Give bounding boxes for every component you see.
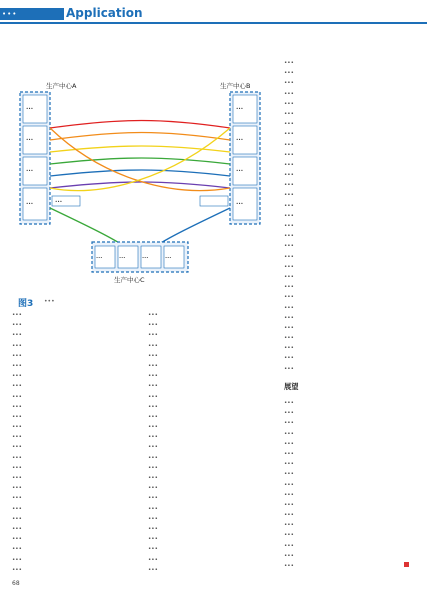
text-line: ••• <box>284 471 294 478</box>
cluster-b-node-3: ••• <box>236 168 244 173</box>
page-number: 68 <box>12 580 20 587</box>
text-line: ••• <box>148 485 158 492</box>
text-line: ••• <box>284 294 294 301</box>
text-line: ••• <box>12 352 22 359</box>
text-line: ••• <box>284 90 294 97</box>
text-line: ••• <box>148 495 158 502</box>
text-line: ••• <box>284 223 294 229</box>
text-line: ••• <box>148 536 158 543</box>
cluster-c-node-2: ••• <box>119 256 126 260</box>
text-line: ••• <box>284 430 294 437</box>
text-line: ••• <box>284 481 294 488</box>
center-a-title: 生产中心A <box>46 82 77 90</box>
cluster-c-node-1: ••• <box>96 256 103 260</box>
text-line: ••• <box>148 444 158 451</box>
cluster-a-node-2: ••• <box>26 137 34 142</box>
text-line: ••• <box>148 464 158 471</box>
text-line: ••• <box>284 450 294 457</box>
text-line: ••• <box>284 243 294 250</box>
text-line: ••• <box>284 182 294 189</box>
text-line: ••• <box>284 263 294 270</box>
text-line: ••• <box>12 495 22 502</box>
text-line: ••• <box>284 202 294 209</box>
cluster-b-node-1: ••• <box>236 106 244 111</box>
text-line: ••• <box>284 512 294 519</box>
figure-caption: ••• <box>44 298 55 305</box>
cluster-c-node-3: ••• <box>142 256 149 260</box>
cluster-c-node-4: ••• <box>165 256 172 260</box>
text-line: ••• <box>12 505 22 512</box>
text-line: ••• <box>284 400 294 406</box>
text-line: ••• <box>284 212 294 219</box>
text-line: ••• <box>148 515 158 522</box>
cluster-a-node-4: ••• <box>26 201 34 206</box>
core-a-label: ••• <box>55 199 63 204</box>
section-heading-outlook: 展望 <box>284 382 299 391</box>
text-line: ••• <box>12 485 22 492</box>
text-line: ••• <box>284 314 294 321</box>
end-mark <box>404 562 409 567</box>
text-line: ••• <box>284 131 294 138</box>
text-line: ••• <box>284 420 294 427</box>
text-line: ••• <box>148 434 158 441</box>
text-line: ••• <box>12 475 22 481</box>
text-line: ••• <box>284 522 294 529</box>
text-line: ••• <box>12 413 22 420</box>
text-line: ••• <box>12 393 22 400</box>
text-line: ••• <box>284 233 294 240</box>
text-line: ••• <box>12 444 22 451</box>
column-middle-bottom <box>148 310 278 575</box>
text-line: ••• <box>12 383 22 390</box>
text-line: ••• <box>284 80 294 87</box>
text-line: ••• <box>284 284 294 291</box>
figure-number: 图3 <box>18 299 34 309</box>
text-line: ••• <box>284 365 294 372</box>
text-line: ••• <box>148 352 158 359</box>
text-line: ••• <box>284 542 294 549</box>
text-line: ••• <box>284 60 294 66</box>
text-line: ••• <box>284 192 294 199</box>
network-diagram <box>12 58 268 290</box>
text-line: ••• <box>12 434 22 441</box>
text-line: ••• <box>12 332 22 339</box>
text-line: ••• <box>148 475 158 481</box>
text-line: ••• <box>12 515 22 522</box>
text-line: ••• <box>12 424 22 431</box>
cluster-a-node-3: ••• <box>26 168 34 173</box>
text-line: ••• <box>12 362 22 369</box>
text-line: ••• <box>284 552 294 559</box>
text-line: ••• <box>284 70 294 77</box>
text-line: ••• <box>12 566 22 573</box>
text-line: ••• <box>284 440 294 447</box>
text-line: ••• <box>148 332 158 339</box>
text-line: ••• <box>148 373 158 380</box>
text-line: ••• <box>148 403 158 410</box>
cluster-a-node-1: ••• <box>26 106 34 111</box>
column-left-bottom <box>12 310 142 575</box>
text-line: ••• <box>284 172 294 179</box>
text-line: ••• <box>148 322 158 329</box>
text-line: ••• <box>284 491 294 498</box>
text-line: ••• <box>284 100 294 107</box>
text-line: ••• <box>284 151 294 158</box>
text-line: ••• <box>148 393 158 400</box>
center-b-title: 生产中心B <box>220 82 251 90</box>
text-line: ••• <box>12 546 22 553</box>
text-line: ••• <box>148 413 158 420</box>
text-line: ••• <box>12 342 22 349</box>
text-line: ••• <box>284 461 294 468</box>
text-line: ••• <box>284 110 294 117</box>
core-b-box <box>200 196 228 206</box>
text-line: ••• <box>12 536 22 543</box>
text-line: ••• <box>148 556 158 563</box>
center-c-title: 生产中心C <box>114 276 145 284</box>
section-tag-en: Application <box>66 6 143 20</box>
column-right-bottom <box>284 398 414 571</box>
text-line: ••• <box>284 410 294 417</box>
text-line: ••• <box>148 362 158 369</box>
cluster-b-node-2: ••• <box>236 137 244 142</box>
text-line: ••• <box>148 424 158 431</box>
text-line: ••• <box>284 532 294 539</box>
text-line: ••• <box>284 335 294 342</box>
text-line: ••• <box>284 345 294 352</box>
text-line: ••• <box>148 383 158 390</box>
text-line: ••• <box>148 525 158 532</box>
cluster-b-node-4: ••• <box>236 201 244 206</box>
text-line: ••• <box>12 312 22 318</box>
text-line: ••• <box>284 161 294 168</box>
text-line: ••• <box>148 566 158 573</box>
text-line: ••• <box>284 355 294 362</box>
text-line: ••• <box>284 121 294 128</box>
text-line: ••• <box>12 373 22 380</box>
text-line: ••• <box>284 304 294 311</box>
text-line: ••• <box>148 312 158 318</box>
text-line: ••• <box>12 454 22 461</box>
text-line: ••• <box>284 141 294 148</box>
text-line: ••• <box>284 563 294 569</box>
text-line: ••• <box>148 342 158 349</box>
text-line: ••• <box>12 464 22 471</box>
text-line: ••• <box>12 403 22 410</box>
text-line: ••• <box>148 505 158 512</box>
text-line: ••• <box>12 322 22 329</box>
text-line: ••• <box>148 546 158 553</box>
text-line: ••• <box>12 525 22 532</box>
text-line: ••• <box>284 501 294 508</box>
header-rule <box>0 22 427 24</box>
text-line: ••• <box>284 273 294 280</box>
text-line: ••• <box>284 253 294 260</box>
text-line: ••• <box>12 556 22 563</box>
text-line: ••• <box>284 324 294 331</box>
column-right-top <box>284 58 414 374</box>
section-tag-cn: ••• <box>2 10 18 18</box>
text-line: ••• <box>148 454 158 461</box>
